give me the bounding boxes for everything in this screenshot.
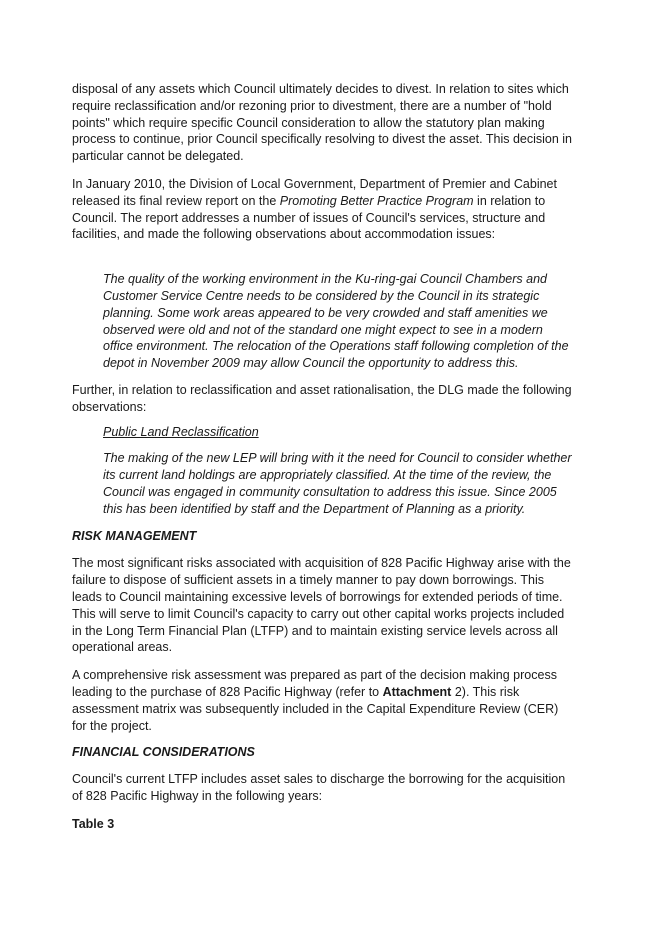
paragraph-risks: The most significant risks associated with acquisition of 828 Pacific Highway arise with the failure to dispose of sufficient assets in a timely manner to pay down borrowings. This leads to Council maintaining excessive levels of borrowings for extended periods of time. This will serve to limit Council's capacity to carry out other capital works projects included in the Long Term Financial Plan (LTFP) and to maintain existing service levels across all operational areas. xyxy=(72,556,571,655)
quote-new-lep: The making of the new LEP will bring with it the need for Council to consider whether its current land holdings are appropriately classified. At the time of the review, the Council was engaged in community consultation to address this issue. Since 2005 this has been identified by staff and the Department of Planning as a priority. xyxy=(103,451,572,516)
quote-working-environment: The quality of the working environment in the Ku-ring-gai Council Chambers and Customer Service Centre needs to be considered by the Council in its strategic planning. Some work areas appeared to be very crowded and staff amenities we observed were old and not of the standard one might expect to see in a modern office environment. The relocation of the Operations staff following completion of the depot in November 2009 may allow Council the opportunity to address this. xyxy=(103,272,569,371)
table-label: Table 3 xyxy=(72,816,115,831)
paragraph-asset-disposal: disposal of any assets which Council ultimately decides to divest. In relation to sites which require reclassification and/or rezoning prior to divestment, there are a number of "hold points" which require specific Council consideration to allow the statutory plan making process to continue, prior Council specifically resolving to divest the asset. This decision in particular cannot be delegated. xyxy=(72,82,573,164)
paragraph-ltfp: Council's current LTFP includes asset sales to discharge the borrowing for the acquisition of 828 Pacific Highway in the following years: xyxy=(72,772,566,803)
attachment-reference: Attachment xyxy=(382,684,452,699)
paragraph-risk-assessment xyxy=(72,667,572,734)
text-segment: 2). This risk assessment matrix was subsequently included in the Capital Expenditure Review (CER) for the project. xyxy=(72,684,559,733)
subheading-public-land-reclassification: Public Land Reclassification xyxy=(103,424,259,439)
program-title: Promoting Better Practice Program xyxy=(279,193,474,208)
text-segment: In January 2010, the Division of Local Government, Department of Premier and Cabinet released its final review report on the xyxy=(72,176,557,208)
text-segment: in relation to Council. The report addresses a number of issues of Council's services, structure and facilities, and made the following observations about accommodation issues: xyxy=(72,193,546,242)
heading-financial-considerations: FINANCIAL CONSIDERATIONS xyxy=(72,745,255,760)
document-page xyxy=(72,81,572,832)
heading-risk-management: RISK MANAGEMENT xyxy=(72,528,197,543)
paragraph-reclassification: Further, in relation to reclassification and asset rationalisation, the DLG made the following observations: xyxy=(72,382,572,414)
text-segment: A comprehensive risk assessment was prepared as part of the decision making process leading to the purchase of 828 Pacific Highway (refer to xyxy=(72,668,557,699)
paragraph-dlg-review xyxy=(72,176,572,243)
